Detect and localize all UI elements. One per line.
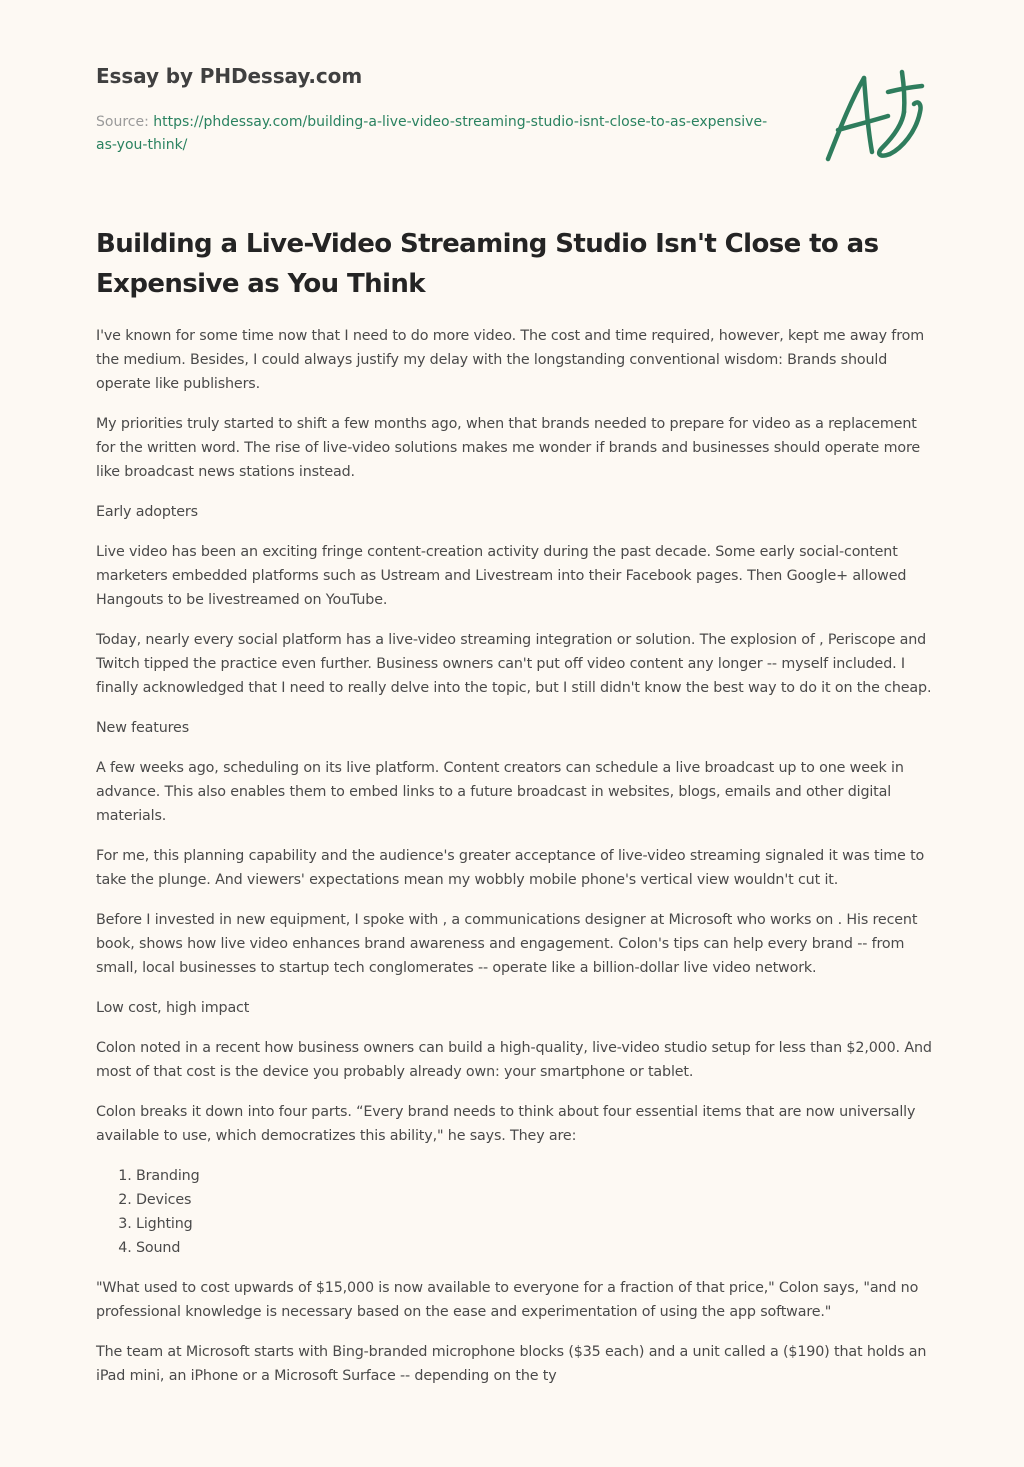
paragraph: Before I invested in new equipment, I spoke with , a communications designer at Microsoft who works on . His recent book, shows how live video enhances brand awareness and engagement. Colon's tips can help every brand -- from small, local businesses to startup tech conglomerates -- operate like a billion-dollar live video network. — [96, 912, 918, 976]
section-heading: Early adopters — [96, 504, 198, 520]
list-item: 4. Sound — [136, 1236, 932, 1260]
paragraph: My priorities truly started to shift a few months ago, when that brands needed to prepare for video as a replacement for the written word. The rise of live-video solutions makes me wonder if brands and businesses should operate more like broadcast news stations instead. — [96, 416, 921, 480]
list-item: 3. Lighting — [136, 1212, 932, 1236]
paragraph: Live video has been an exciting fringe content-creation activity during the past decade. Some early social-content marketers embedded platforms such as Ustream and Livestream into their Facebook pages. Then Google+ allowed Hangouts to be livestreamed on YouTube. — [96, 544, 907, 608]
paragraph: The team at Microsoft starts with Bing-branded microphone blocks ($35 each) and a unit called a ($190) that holds an iPad mini, an iPhone or a Microsoft Surface -- depending on the ty — [96, 1344, 927, 1384]
paragraph: Colon noted in a recent how business owners can build a high-quality, live-video studio setup for less than $2,000. And most of that cost is the device you probably already own: your smartphone or tablet. — [96, 1040, 932, 1080]
source-label: Source: — [96, 114, 154, 130]
paragraph: A few weeks ago, scheduling on its live platform. Content creators can schedule a live broadcast up to one week in advance. This also enables them to embed links to a future broadcast in websites, blogs, emails and other digital materials. — [96, 760, 904, 824]
paragraph: For me, this planning capability and the audience's greater acceptance of live-video streaming signaled it was time to take the plunge. And viewers' expectations mean my wobbly mobile phone's vertical view wouldn't cut it. — [96, 848, 925, 888]
source-link[interactable]: https://phdessay.com/building-a-live-video-streaming-studio-isnt-close-to-as-expensive-as-you-think/ — [96, 114, 768, 153]
section-heading: New features — [96, 720, 189, 736]
essay-title: Building a Live-Video Streaming Studio Isn't Close to as Expensive as You Think — [96, 229, 879, 299]
a-plus-logo — [818, 64, 930, 168]
list-item: 2. Devices — [136, 1188, 932, 1212]
paragraph: "What used to cost upwards of $15,000 is now available to everyone for a fraction of that price," Colon says, "and no professional knowledge is necessary based on the ease and experimentation of using the app software." — [96, 1280, 919, 1320]
paragraph: Colon breaks it down into four parts. “Every brand needs to think about four essential items that are now universally available to use, which democratizes this ability," he says. They are: — [96, 1104, 916, 1144]
site-title: Essay by PHDessay.com — [96, 64, 363, 88]
list-item: 1. Branding — [136, 1164, 932, 1188]
source-line — [96, 111, 786, 157]
essay-body — [96, 324, 932, 1404]
a-plus-logo-icon — [818, 64, 930, 168]
ordered-list — [96, 1164, 932, 1260]
paragraph: I've known for some time now that I need to do more video. The cost and time required, however, kept me away from the medium. Besides, I could always justify my delay with the longstanding conventional wisdom: Brands should operate like publishers. — [96, 328, 924, 392]
section-heading: Low cost, high impact — [96, 1000, 250, 1016]
paragraph: Today, nearly every social platform has a live-video streaming integration or solution. The explosion of , Periscope and Twitch tipped the practice even further. Business owners can't put off video content any longer -- myself included. I finally acknowledged that I need to really delve into the topic, but I still didn't know the best way to do it on the cheap. — [96, 632, 932, 696]
